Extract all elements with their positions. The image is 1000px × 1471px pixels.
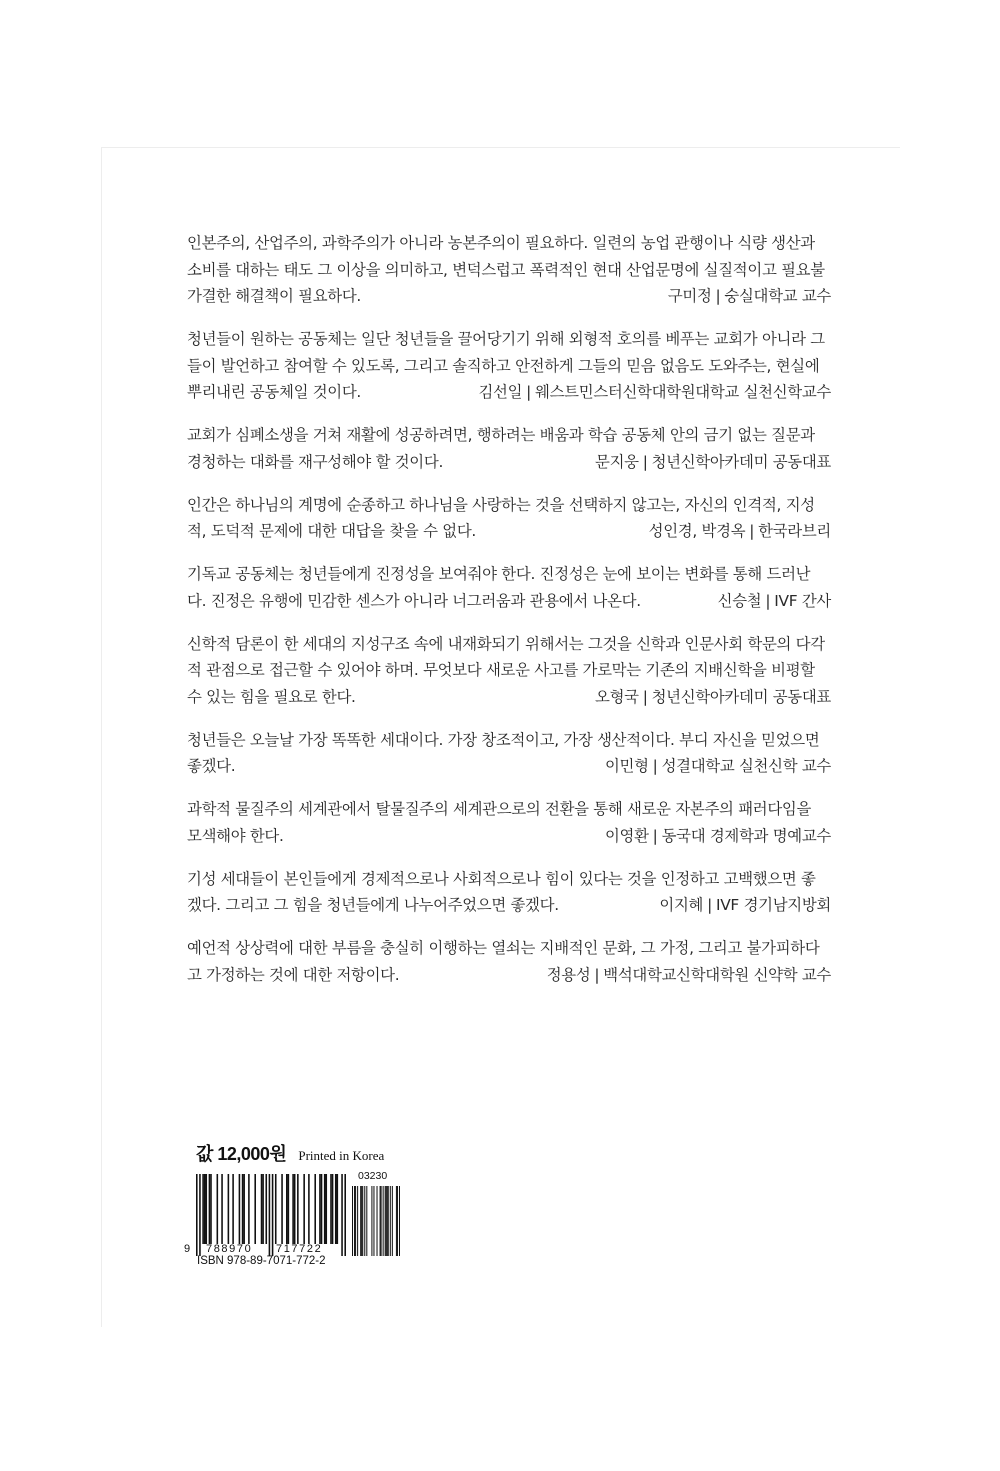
barcode-bar [261,1174,263,1244]
quote-author: 문지웅 [595,452,639,471]
barcode-addon-bar [388,1186,389,1256]
quote-author: 이지혜 [659,896,704,914]
barcode-addon-bar [381,1186,382,1256]
barcode-addon-bar [371,1186,372,1256]
attribution-separator: | [652,757,658,775]
barcode-addon-bar [390,1186,391,1256]
attribution-separator: | [707,896,712,914]
attribution-separator: | [765,591,771,610]
barcode-bar [210,1174,212,1244]
quote-affiliation: IVF 간사 [774,591,831,610]
attribution-separator: | [526,383,532,401]
barcode-bar [262,1174,264,1244]
barcode-bar [242,1174,244,1244]
barcode-addon-bar [352,1186,353,1256]
quote-affiliation: 청년신학아카데미 공동대표 [651,452,831,471]
printed-in-label: Printed in Korea [298,1148,385,1163]
attribution-separator: | [642,687,648,706]
barcode-right-digits: 717722 [276,1243,323,1255]
barcode-addon-bar [373,1186,374,1256]
endorsement-quote [187,796,831,849]
quote-affiliation: 한국라브리 [758,522,831,540]
barcode-bar [297,1174,299,1244]
barcode-addon-bar [362,1186,363,1256]
barcode-bar [221,1174,223,1244]
barcode-bar [344,1174,346,1256]
quote-author: 성인경, 박경옥 [648,522,746,540]
quote-text: 교회가 심폐소생을 거쳐 재활에 성공하려면, 행하려는 배움과 학습 공동체 안의 금기 없는 질문과 경청하는 대화를 재구성해야 할 것이다. [187,426,815,471]
endorsement-quote [187,727,831,780]
price-line [196,1140,384,1166]
barcode-addon-bar [385,1186,386,1256]
barcode-bar [335,1174,337,1244]
barcode-addon-bar [354,1186,355,1256]
barcode-addon-bar [361,1186,362,1256]
quote-attribution [585,684,831,711]
barcode-addon-bar [380,1186,381,1256]
barcode-bar [341,1174,343,1256]
attribution-separator: | [642,452,648,471]
attribution-separator: | [715,287,721,305]
barcode-bar [202,1174,204,1244]
endorsement-list [187,230,831,1005]
barcode-bar [288,1174,290,1244]
quote-affiliation: 동국대 경제학과 명예교수 [661,826,831,845]
quote-affiliation: 웨스트민스터신학대학원대학교 실천신학교수 [535,383,831,401]
barcode-bar [292,1174,294,1244]
isbn-number: ISBN 978-89-7071-772-2 [197,1255,326,1267]
quote-author: 구미정 [667,287,712,305]
barcode-addon-bar [396,1186,397,1256]
barcode-bar [272,1174,274,1256]
quote-author: 이영환 [604,826,649,845]
barcode-addon-bar [392,1186,393,1256]
quote-attribution [649,892,831,919]
quote-text: 청년들이 원하는 공동체는 일단 청년들을 끌어당기기 위해 외형적 호의를 베푸는 교회가 아니라 그 들이 발언하고 참여할 수 있도록, 그리고 솔직하고 안전하게 그들의 믿음 없음도 도와주는, 현실에 뿌리내린 공동체일 것이다. [187,330,825,401]
quote-affiliation: 성결대학교 실천신학 교수 [661,757,831,775]
barcode-bar [205,1174,207,1244]
quote-text: 기성 세대들이 본인들에게 경제적으로나 사회적으로나 힘이 있다는 것을 인정하고 고백했으면 좋 겠다. 그리고 그 힘을 청년들에게 나누어주었으면 좋겠다. [187,869,816,914]
barcode-left-digits: 788970 [206,1243,253,1255]
barcode-bar [248,1174,250,1244]
quote-attribution [708,588,831,615]
quote-author: 이민형 [604,757,649,775]
barcode-bar [239,1174,241,1244]
quote-text: 인본주의, 산업주의, 과학주의가 아니라 농본주의이 필요하다. 일련의 농업 관행이나 식량 생산과 소비를 대하는 태도 그 이상을 의미하고, 변덕스럽고 폭력적인 현대 산업문명에 실질적이고 필요불 가결한 해결책이 필요하다. [187,234,825,305]
quote-attribution [639,518,831,545]
barcode-bar [286,1174,288,1244]
quote-affiliation: 숭실대학교 교수 [724,287,831,305]
barcode-addon-bar [360,1186,361,1256]
barcode-bar [314,1174,316,1244]
quote-author: 김선일 [478,383,523,401]
barcode-addon-bar [357,1186,358,1256]
quote-author: 정용성 [546,965,591,984]
barcode-bar [325,1174,327,1244]
endorsement-quote [187,492,831,545]
endorsement-quote [187,866,831,919]
endorsement-quote [187,561,831,614]
barcode-addon-bar [366,1186,367,1256]
barcode-bar [275,1174,277,1244]
barcode-bar [324,1174,326,1244]
attribution-separator: | [749,522,755,540]
quote-author: 오형국 [595,687,639,706]
barcode-bar [269,1174,271,1256]
quote-attribution [595,823,831,850]
barcode-bar [330,1174,332,1244]
barcode-addon-digits: 03230 [358,1170,388,1182]
endorsement-quote [187,935,831,988]
barcode-bar [243,1174,245,1244]
endorsement-quote [187,230,831,310]
quote-text: 과학적 물질주의 세계관에서 탈물질주의 세계관으로의 전환을 통해 새로운 자본주의 패러다임을 모색해야 한다. [187,800,812,845]
quote-affiliation: 백석대학교신학대학원 신약학 교수 [603,965,831,984]
price-label: 값 12,000원 [196,1144,287,1164]
quote-attribution [585,449,831,476]
quote-text: 인간은 하나님의 계명에 순종하고 하나님을 사랑하는 것을 선택하지 않고는, 자신의 인격적, 지성 적, 도덕적 문제에 대한 대답을 찾을 수 없다. [187,495,815,540]
barcode-bar [337,1174,339,1244]
endorsement-quote [187,631,831,711]
barcode-addon-bar [399,1186,400,1256]
attribution-separator: | [594,965,600,984]
barcode-bar [254,1174,256,1244]
attribution-separator: | [652,826,658,845]
barcode-addon-bar [387,1186,388,1256]
quote-attribution [468,379,831,406]
quote-text: 예언적 상상력에 대한 부름을 충실히 이행하는 열쇠는 지배적인 문화, 그 가정, 그리고 불가피하다 고 가정하는 것에 대한 저항이다. [187,939,820,984]
barcode-bar [199,1174,201,1256]
endorsement-quote [187,326,831,406]
quote-attribution [595,753,831,780]
barcode-addon-bar [383,1186,384,1256]
barcode-addon-bar [355,1186,356,1256]
barcode-addon-bar [386,1186,387,1256]
barcode-bar [209,1174,211,1244]
barcode-bar [217,1174,219,1244]
barcode-bar [294,1174,296,1244]
barcode-bar [308,1174,310,1244]
quote-text: 기독교 공동체는 청년들에게 진정성을 보여줘야 한다. 진정성은 눈에 보이는 변화를 통해 드러난 다. 진정은 유행에 민감한 센스가 아니라 너그러움과 관용에서 나온다. [187,565,811,610]
barcode-bar [281,1174,283,1244]
barcode-bar [204,1174,206,1244]
quote-affiliation: 청년신학아카데미 공동대표 [651,687,831,706]
barcode-addon-bars [352,1186,400,1256]
barcode-bar [232,1174,234,1244]
barcode-bar [196,1174,198,1256]
quote-attribution [658,283,831,310]
quote-attribution [537,962,831,989]
quote-text: 청년들은 오늘날 가장 똑똑한 세대이다. 가장 창조적이고, 가장 생산적이다. 부디 자신을 믿었으면 좋겠다. [187,730,820,775]
barcode-bar [319,1174,321,1244]
barcode-addon-bar [364,1186,365,1256]
endorsement-quote [187,422,831,475]
barcode-first-digit: 9 [184,1243,191,1255]
barcode-addon-bar [377,1186,378,1256]
barcode-bar [303,1174,305,1244]
barcode-bar [265,1174,267,1244]
quote-author: 신승철 [717,591,762,610]
barcode-addon-bar [397,1186,398,1256]
barcode-bar [332,1174,334,1244]
barcode-bar [228,1174,230,1244]
barcode-bar [321,1174,323,1244]
quote-text: 신학적 담론이 한 세대의 지성구조 속에 내재화되기 위해서는 그것을 신학과 인문사회 학문의 다각 적 관점으로 접근할 수 있어야 하며. 무엇보다 새로운 사고를 가로막는 기존의 지배신학을 비평할 수 있는 힘을 필요로 한다. [187,634,825,706]
quote-affiliation: IVF 경기남지방회 [715,896,831,914]
